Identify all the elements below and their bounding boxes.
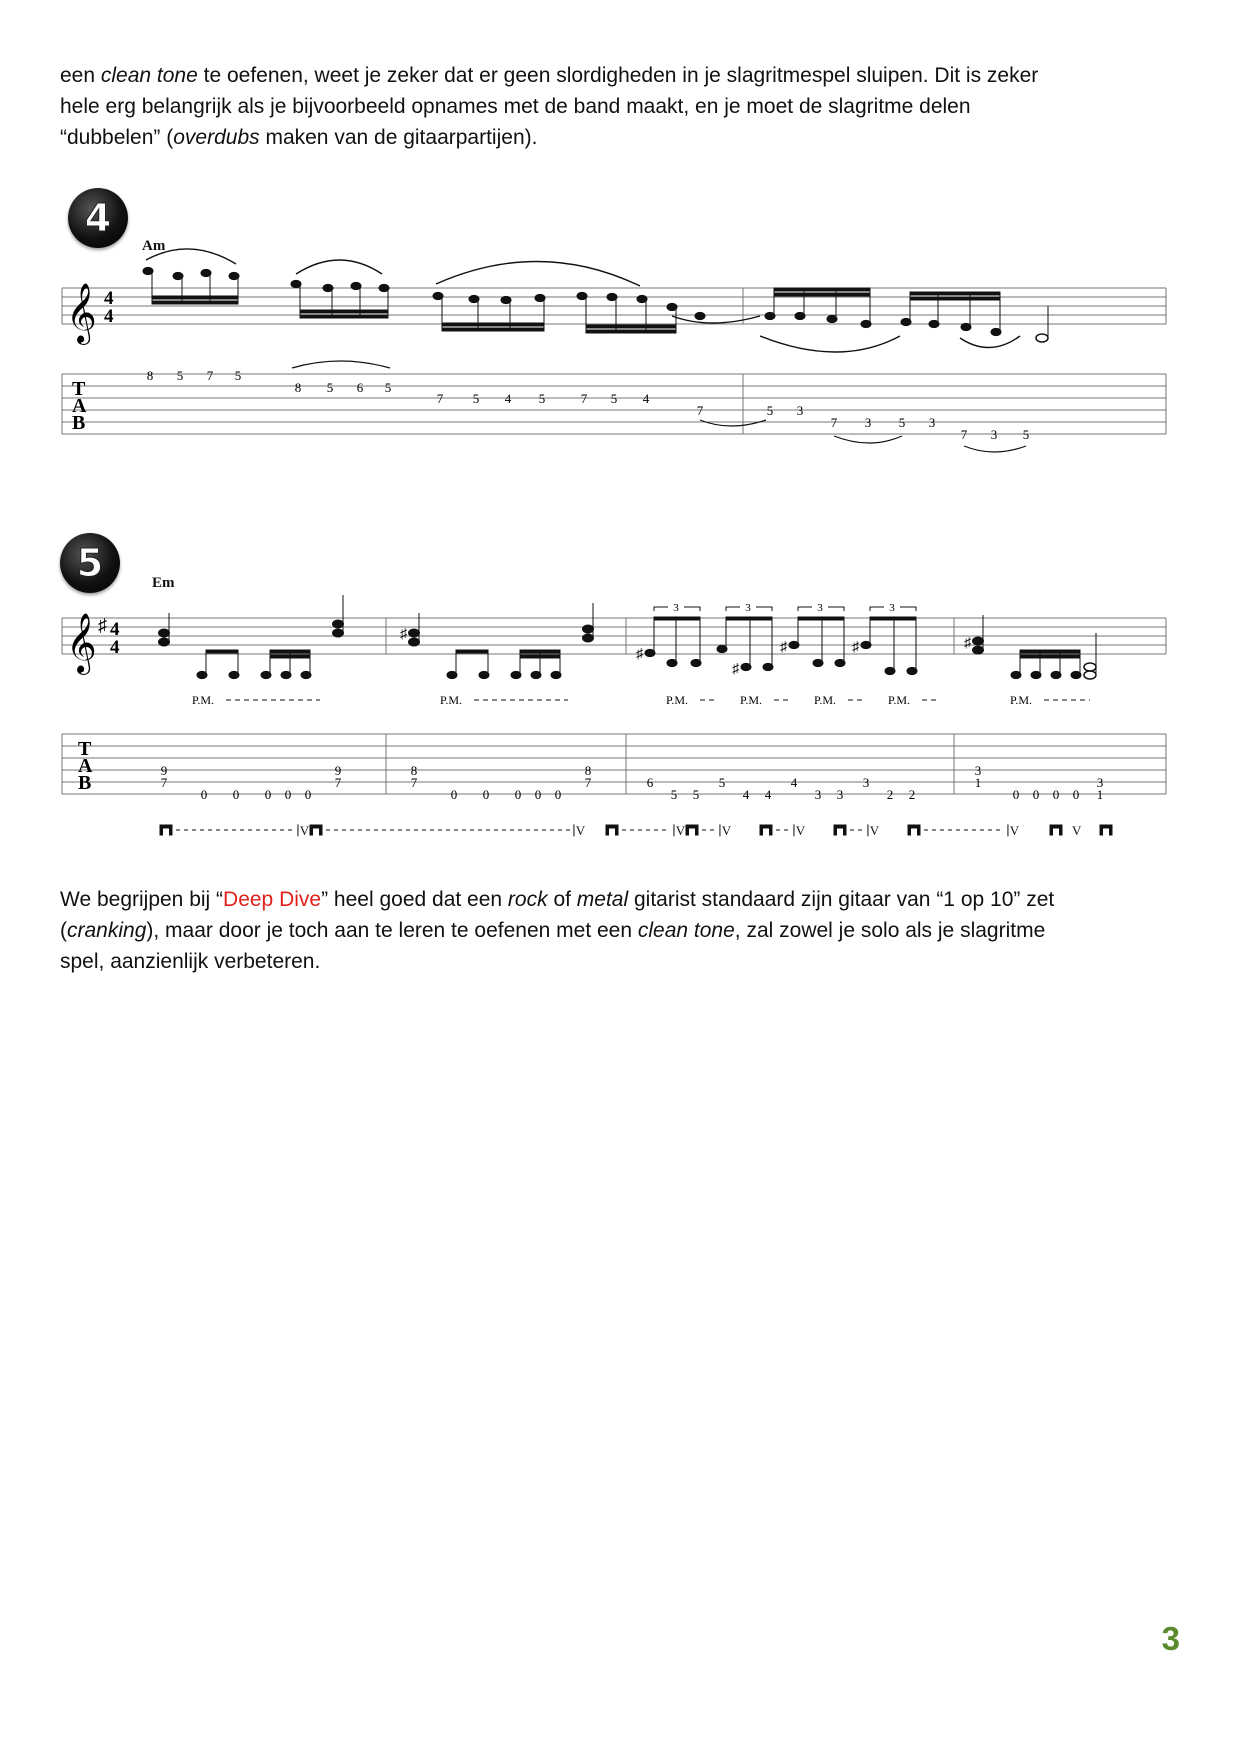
- svg-text:7: 7: [160, 775, 168, 790]
- palm-mute-label: P.M.: [814, 693, 837, 707]
- svg-text:3: 3: [814, 787, 822, 802]
- svg-text:3: 3: [889, 602, 895, 614]
- chord-symbol: Am: [142, 238, 166, 254]
- tab-number: 5: [538, 391, 546, 406]
- svg-text:3: 3: [1096, 775, 1104, 790]
- tab-number: 5: [898, 415, 906, 430]
- svg-text:5: 5: [718, 775, 726, 790]
- triplet-brackets: [654, 607, 916, 611]
- tab-number: 7: [206, 368, 214, 383]
- tab-number: 3: [864, 415, 872, 430]
- slurs: [146, 249, 1020, 352]
- svg-text:♯: ♯: [852, 640, 859, 655]
- svg-text:1: 1: [974, 775, 982, 790]
- pick-direction-row: [160, 823, 1112, 838]
- svg-text:3: 3: [836, 787, 844, 802]
- svg-text:4: 4: [742, 787, 750, 802]
- svg-text:3: 3: [974, 763, 982, 778]
- example-number-badge: 4: [68, 188, 128, 248]
- tab-number: 6: [356, 380, 364, 395]
- tab-number: 5: [766, 403, 774, 418]
- palm-mute-label: P.M.: [888, 693, 911, 707]
- svg-text:∣V: ∣V: [672, 823, 686, 838]
- svg-text:0: 0: [514, 787, 522, 802]
- palm-mute-label: P.M.: [192, 693, 215, 707]
- time-signature-bottom: 4: [110, 637, 120, 658]
- tab-number: 5: [176, 368, 184, 383]
- svg-text:0: 0: [482, 787, 490, 802]
- tab-number: 5: [384, 380, 392, 395]
- svg-text:0: 0: [534, 787, 542, 802]
- tab-staff: [62, 654, 1166, 794]
- tab-label-b: B: [72, 412, 86, 434]
- tab-label-a: A: [72, 395, 87, 417]
- tab-number: 7: [580, 391, 588, 406]
- tab-number: 5: [610, 391, 618, 406]
- svg-text:2: 2: [886, 787, 894, 802]
- palm-mute-label: P.M.: [740, 693, 763, 707]
- text-line: (cranking), maar door je toch aan te leren te oefenen met een clean tone, zal zowel je solo als je slagritme: [60, 919, 1046, 942]
- svg-text:2: 2: [908, 787, 916, 802]
- palm-mute-label: P.M.: [666, 693, 689, 707]
- svg-text:♯: ♯: [732, 662, 739, 677]
- tab-number: 3: [796, 403, 804, 418]
- svg-text:4: 4: [790, 775, 798, 790]
- closing-paragraph: [60, 884, 1170, 977]
- svg-text:7: 7: [584, 775, 592, 790]
- svg-text:8: 8: [410, 763, 418, 778]
- tab-number: 3: [928, 415, 936, 430]
- tab-number: 4: [504, 391, 512, 406]
- notation-and-tab: [60, 533, 1170, 853]
- key-signature-sharp: ♯: [98, 615, 107, 635]
- svg-text:V: V: [1072, 823, 1082, 838]
- palm-mute-label: P.M.: [440, 693, 463, 707]
- tab-number: 7: [436, 391, 444, 406]
- svg-text:0: 0: [1012, 787, 1020, 802]
- svg-text:0: 0: [554, 787, 562, 802]
- tab-number: 7: [830, 415, 838, 430]
- tab-number: 5: [472, 391, 480, 406]
- tab-number: 8: [146, 368, 154, 383]
- tab-number: 5: [1022, 427, 1030, 442]
- time-signature-bottom: 4: [104, 306, 114, 327]
- svg-text:0: 0: [450, 787, 458, 802]
- svg-text:0: 0: [1072, 787, 1080, 802]
- deep-dive-highlight: Deep Dive: [223, 888, 322, 911]
- svg-text:0: 0: [264, 787, 272, 802]
- svg-text:∣V: ∣V: [572, 823, 586, 838]
- svg-text:3: 3: [673, 602, 679, 614]
- svg-text:7: 7: [334, 775, 342, 790]
- notes-beamed: [143, 267, 1048, 342]
- text-line: hele erg belangrijk als je bijvoorbeeld opnames met de band maakt, en je moet de slagritme delen: [60, 95, 971, 118]
- svg-text:5: 5: [692, 787, 700, 802]
- svg-text:∣V: ∣V: [296, 823, 310, 838]
- svg-text:1: 1: [1096, 787, 1104, 802]
- time-signature-top: 4: [104, 288, 114, 309]
- svg-text:3: 3: [745, 602, 751, 614]
- chord-symbol: Em: [152, 575, 175, 591]
- svg-text:6: 6: [646, 775, 654, 790]
- svg-text:0: 0: [304, 787, 312, 802]
- staff: [62, 618, 1166, 654]
- tab-number: 5: [326, 380, 334, 395]
- tab-label-b: B: [78, 772, 92, 794]
- tab-number: 4: [642, 391, 650, 406]
- tab-label-t: T: [72, 378, 86, 400]
- svg-text:∣V: ∣V: [792, 823, 806, 838]
- svg-text:8: 8: [584, 763, 592, 778]
- svg-text:0: 0: [200, 787, 208, 802]
- triplet-marks: [673, 602, 895, 614]
- text-line: een clean tone te oefenen, weet je zeker dat er geen slordigheden in je slagritmespel sluipen. Dit is zeker: [60, 64, 1039, 87]
- svg-text:♯: ♯: [964, 636, 971, 651]
- svg-text:0: 0: [284, 787, 292, 802]
- svg-text:3: 3: [817, 602, 823, 614]
- music-example-5: [60, 533, 1170, 853]
- svg-text:0: 0: [232, 787, 240, 802]
- svg-text:9: 9: [160, 763, 168, 778]
- time-signature-top: 4: [110, 619, 120, 640]
- tab-label-a: A: [78, 755, 93, 777]
- tab-number: 8: [294, 380, 302, 395]
- tab-label-t: T: [78, 738, 92, 760]
- treble-clef-icon: 𝄞: [66, 285, 97, 342]
- svg-text:0: 0: [1032, 787, 1040, 802]
- tab-slurs: [292, 361, 1026, 452]
- svg-text:∣V: ∣V: [718, 823, 732, 838]
- page-number: 3: [1161, 1620, 1180, 1657]
- svg-text:4: 4: [764, 787, 772, 802]
- tab-number: 7: [696, 403, 704, 418]
- svg-text:♯: ♯: [780, 640, 787, 655]
- example-number-badge: 5: [60, 533, 120, 593]
- svg-text:0: 0: [1052, 787, 1060, 802]
- svg-text:5: 5: [670, 787, 678, 802]
- notation-and-tab: [60, 188, 1170, 458]
- svg-text:∣V: ∣V: [866, 823, 880, 838]
- svg-text:3: 3: [862, 775, 870, 790]
- text-line: “dubbelen” (overdubs maken van de gitaarpartijen).: [60, 126, 538, 149]
- text-line: spel, aanzienlijk verbeteren.: [60, 950, 321, 973]
- tab-number: 7: [960, 427, 968, 442]
- svg-text:♯: ♯: [400, 627, 407, 642]
- svg-text:9: 9: [334, 763, 342, 778]
- intro-paragraph: [60, 60, 1170, 153]
- notes: [159, 595, 1097, 679]
- tab-numbers: [147, 368, 1030, 442]
- tab-number: 3: [990, 427, 998, 442]
- treble-clef-icon: 𝄞: [66, 615, 97, 672]
- text-line: We begrijpen bij “Deep Dive” heel goed dat een rock of metal gitarist standaard zijn gitaar van “1 op 10” zet: [60, 888, 1055, 911]
- svg-text:7: 7: [410, 775, 418, 790]
- music-example-4: [60, 188, 1170, 468]
- tab-number: 5: [234, 368, 242, 383]
- svg-text:♯: ♯: [636, 647, 643, 662]
- palm-mute-label: P.M.: [1010, 693, 1033, 707]
- svg-text:∣V: ∣V: [1006, 823, 1020, 838]
